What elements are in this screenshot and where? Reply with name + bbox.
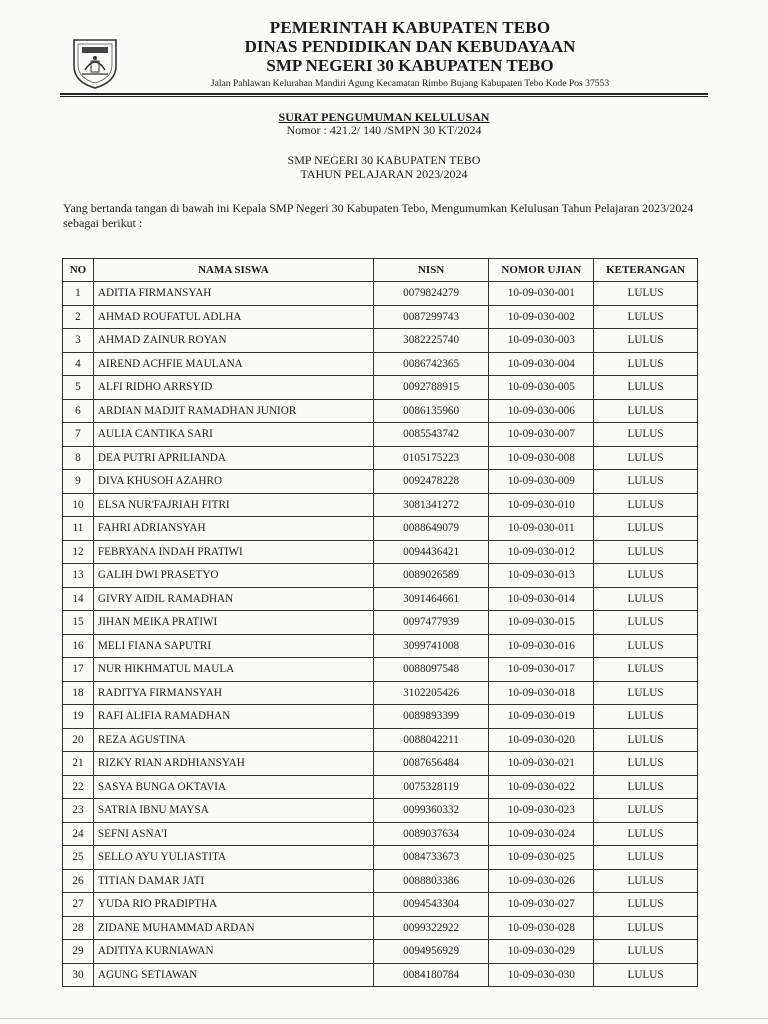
table-row xyxy=(63,634,698,658)
exam-number: 10-09-030-022 xyxy=(489,775,594,799)
exam-number: 10-09-030-014 xyxy=(489,587,594,611)
row-number: 29 xyxy=(63,940,94,964)
student-name: AHMAD ROUFATUL ADLHA xyxy=(93,305,373,329)
table-row xyxy=(63,376,698,400)
student-name: ZIDANE MUHAMMAD ARDAN xyxy=(93,916,373,940)
row-number: 28 xyxy=(63,916,94,940)
student-nisn: 0099322922 xyxy=(373,916,489,940)
exam-number: 10-09-030-018 xyxy=(489,681,594,705)
student-nisn: 0099360332 xyxy=(373,799,489,823)
table-row xyxy=(63,940,698,964)
page-bottom-edge xyxy=(0,1018,768,1019)
status: LULUS xyxy=(594,634,698,658)
exam-number: 10-09-030-017 xyxy=(489,658,594,682)
table-row xyxy=(63,963,698,987)
student-name: FEBRYANA INDAH PRATIWI xyxy=(93,540,373,564)
letter-academic-year: TAHUN PELAJARAN 2023/2024 xyxy=(300,167,468,181)
student-name: ADITIA FIRMANSYAH xyxy=(93,282,373,306)
table-row xyxy=(63,493,698,517)
student-name: AULIA CANTIKA SARI xyxy=(93,423,373,447)
regency-crest-icon xyxy=(70,36,120,90)
row-number: 2 xyxy=(63,305,94,329)
student-nisn: 0088097548 xyxy=(373,658,489,682)
exam-number: 10-09-030-002 xyxy=(489,305,594,329)
status: LULUS xyxy=(594,399,698,423)
student-nisn: 0084733673 xyxy=(373,846,489,870)
student-nisn: 0085543742 xyxy=(373,423,489,447)
exam-number: 10-09-030-004 xyxy=(489,352,594,376)
header-remarks: KETERANGAN xyxy=(594,259,698,282)
letter-title: SURAT PENGUMUMAN KELULUSAN xyxy=(278,110,490,124)
exam-number: 10-09-030-010 xyxy=(489,493,594,517)
student-name: DEA PUTRI APRILIANDA xyxy=(93,446,373,470)
table-row xyxy=(63,822,698,846)
student-name: ADITIYA KURNIAWAN xyxy=(93,940,373,964)
table-row xyxy=(63,399,698,423)
student-name: SASYA BUNGA OKTAVIA xyxy=(93,775,373,799)
header-divider-thin xyxy=(60,96,708,97)
status: LULUS xyxy=(594,423,698,447)
exam-number: 10-09-030-020 xyxy=(489,728,594,752)
letterhead-department: DINAS PENDIDIKAN DAN KEBUDAYAAN xyxy=(244,37,576,56)
student-nisn: 0088042211 xyxy=(373,728,489,752)
table-row xyxy=(63,799,698,823)
letter-school: SMP NEGERI 30 KABUPATEN TEBO xyxy=(287,153,481,167)
graduation-table xyxy=(62,258,698,987)
student-nisn: 3099741008 xyxy=(373,634,489,658)
exam-number: 10-09-030-021 xyxy=(489,752,594,776)
student-name: GIVRY AIDIL RAMADHAN xyxy=(93,587,373,611)
status: LULUS xyxy=(594,470,698,494)
student-nisn: 0094436421 xyxy=(373,540,489,564)
student-nisn: 0089037634 xyxy=(373,822,489,846)
status: LULUS xyxy=(594,376,698,400)
exam-number: 10-09-030-026 xyxy=(489,869,594,893)
exam-number: 10-09-030-011 xyxy=(489,517,594,541)
status: LULUS xyxy=(594,752,698,776)
status: LULUS xyxy=(594,587,698,611)
row-number: 6 xyxy=(63,399,94,423)
row-number: 13 xyxy=(63,564,94,588)
student-name: ALFI RIDHO ARRSYID xyxy=(93,376,373,400)
student-nisn: 3102205426 xyxy=(373,681,489,705)
student-nisn: 0087299743 xyxy=(373,305,489,329)
student-name: FAHRI ADRIANSYAH xyxy=(93,517,373,541)
status: LULUS xyxy=(594,611,698,635)
status: LULUS xyxy=(594,446,698,470)
row-number: 30 xyxy=(63,963,94,987)
status: LULUS xyxy=(594,493,698,517)
status: LULUS xyxy=(594,658,698,682)
status: LULUS xyxy=(594,940,698,964)
student-name: SEFNI ASNA'I xyxy=(93,822,373,846)
exam-number: 10-09-030-015 xyxy=(489,611,594,635)
student-nisn: 0079824279 xyxy=(373,282,489,306)
table-header-row xyxy=(63,259,698,282)
letterhead-school: SMP NEGERI 30 KABUPATEN TEBO xyxy=(266,56,554,75)
status: LULUS xyxy=(594,282,698,306)
table-row xyxy=(63,775,698,799)
student-name: NUR HIKHMATUL MAULA xyxy=(93,658,373,682)
status: LULUS xyxy=(594,728,698,752)
student-name: AIREND ACHFIE MAULANA xyxy=(93,352,373,376)
student-name: DIVA KHUSOH AZAHRO xyxy=(93,470,373,494)
status: LULUS xyxy=(594,681,698,705)
status: LULUS xyxy=(594,869,698,893)
student-nisn: 0084180784 xyxy=(373,963,489,987)
row-number: 15 xyxy=(63,611,94,635)
table-row xyxy=(63,752,698,776)
row-number: 26 xyxy=(63,869,94,893)
exam-number: 10-09-030-023 xyxy=(489,799,594,823)
exam-number: 10-09-030-016 xyxy=(489,634,594,658)
student-name: REZA AGUSTINA xyxy=(93,728,373,752)
table-row xyxy=(63,540,698,564)
exam-number: 10-09-030-005 xyxy=(489,376,594,400)
student-nisn: 0088803386 xyxy=(373,869,489,893)
table-row xyxy=(63,869,698,893)
table-row xyxy=(63,658,698,682)
letter-number: Nomor : 421.2/ 140 /SMPN 30 KT/2024 xyxy=(286,123,482,137)
table-row xyxy=(63,705,698,729)
exam-number: 10-09-030-019 xyxy=(489,705,594,729)
exam-number: 10-09-030-003 xyxy=(489,329,594,353)
row-number: 4 xyxy=(63,352,94,376)
exam-number: 10-09-030-001 xyxy=(489,282,594,306)
status: LULUS xyxy=(594,305,698,329)
status: LULUS xyxy=(594,352,698,376)
status: LULUS xyxy=(594,705,698,729)
student-nisn: 0087656484 xyxy=(373,752,489,776)
row-number: 14 xyxy=(63,587,94,611)
exam-number: 10-09-030-009 xyxy=(489,470,594,494)
table-row xyxy=(63,681,698,705)
student-name: ELSA NUR'FAJRIAH FITRI xyxy=(93,493,373,517)
student-name: ARDIAN MADJIT RAMADHAN JUNIOR xyxy=(93,399,373,423)
row-number: 12 xyxy=(63,540,94,564)
status: LULUS xyxy=(594,963,698,987)
row-number: 18 xyxy=(63,681,94,705)
student-name: SELLO AYU YULIASTITA xyxy=(93,846,373,870)
header-divider xyxy=(60,93,708,95)
exam-number: 10-09-030-013 xyxy=(489,564,594,588)
table-row xyxy=(63,305,698,329)
student-nisn: 0088649079 xyxy=(373,517,489,541)
table-row xyxy=(63,470,698,494)
row-number: 11 xyxy=(63,517,94,541)
status: LULUS xyxy=(594,564,698,588)
student-name: JIHAN MEIKA PRATIWI xyxy=(93,611,373,635)
status: LULUS xyxy=(594,846,698,870)
student-nisn: 0092478228 xyxy=(373,470,489,494)
row-number: 25 xyxy=(63,846,94,870)
student-nisn: 0105175223 xyxy=(373,446,489,470)
table-row xyxy=(63,728,698,752)
row-number: 19 xyxy=(63,705,94,729)
status: LULUS xyxy=(594,799,698,823)
table-row xyxy=(63,517,698,541)
row-number: 3 xyxy=(63,329,94,353)
table-row xyxy=(63,893,698,917)
table-row xyxy=(63,916,698,940)
status: LULUS xyxy=(594,775,698,799)
student-name: TITIAN DAMAR JATI xyxy=(93,869,373,893)
student-name: RAFI ALIFIA RAMADHAN xyxy=(93,705,373,729)
student-nisn: 0089893399 xyxy=(373,705,489,729)
row-number: 16 xyxy=(63,634,94,658)
exam-number: 10-09-030-006 xyxy=(489,399,594,423)
exam-number: 10-09-030-028 xyxy=(489,916,594,940)
status: LULUS xyxy=(594,329,698,353)
row-number: 23 xyxy=(63,799,94,823)
table-row xyxy=(63,587,698,611)
table-row xyxy=(63,446,698,470)
student-nisn: 0086742365 xyxy=(373,352,489,376)
student-nisn: 0092788915 xyxy=(373,376,489,400)
header-name: NAMA SISWA xyxy=(93,259,373,282)
student-name: GALIH DWI PRASETYO xyxy=(93,564,373,588)
student-name: AHMAD ZAINUR ROYAN xyxy=(93,329,373,353)
row-number: 10 xyxy=(63,493,94,517)
student-nisn: 0094543304 xyxy=(373,893,489,917)
table-row xyxy=(63,329,698,353)
letterhead-government: PEMERINTAH KABUPATEN TEBO xyxy=(269,18,551,37)
status: LULUS xyxy=(594,517,698,541)
student-nisn: 0075328119 xyxy=(373,775,489,799)
exam-number: 10-09-030-029 xyxy=(489,940,594,964)
exam-number: 10-09-030-008 xyxy=(489,446,594,470)
status: LULUS xyxy=(594,822,698,846)
row-number: 22 xyxy=(63,775,94,799)
table-row xyxy=(63,282,698,306)
header-exam-number: NOMOR UJIAN xyxy=(489,259,594,282)
header-no: NO xyxy=(63,259,94,282)
status: LULUS xyxy=(594,540,698,564)
status: LULUS xyxy=(594,893,698,917)
exam-number: 10-09-030-027 xyxy=(489,893,594,917)
student-name: RADITYA FIRMANSYAH xyxy=(93,681,373,705)
student-name: YUDA RIO PRADIPTHA xyxy=(93,893,373,917)
student-nisn: 3082225740 xyxy=(373,329,489,353)
student-name: MELI FIANA SAPUTRI xyxy=(93,634,373,658)
student-nisn: 3091464661 xyxy=(373,587,489,611)
table-row xyxy=(63,564,698,588)
row-number: 17 xyxy=(63,658,94,682)
exam-number: 10-09-030-030 xyxy=(489,963,594,987)
row-number: 24 xyxy=(63,822,94,846)
row-number: 8 xyxy=(63,446,94,470)
student-nisn: 0094956929 xyxy=(373,940,489,964)
student-name: AGUNG SETIAWAN xyxy=(93,963,373,987)
table-row xyxy=(63,352,698,376)
student-name: RIZKY RIAN ARDHIANSYAH xyxy=(93,752,373,776)
exam-number: 10-09-030-007 xyxy=(489,423,594,447)
table-row xyxy=(63,423,698,447)
row-number: 21 xyxy=(63,752,94,776)
table-row xyxy=(63,611,698,635)
exam-number: 10-09-030-012 xyxy=(489,540,594,564)
exam-number: 10-09-030-025 xyxy=(489,846,594,870)
row-number: 20 xyxy=(63,728,94,752)
row-number: 27 xyxy=(63,893,94,917)
student-nisn: 0089026589 xyxy=(373,564,489,588)
letterhead xyxy=(130,18,690,90)
row-number: 7 xyxy=(63,423,94,447)
exam-number: 10-09-030-024 xyxy=(489,822,594,846)
status: LULUS xyxy=(594,916,698,940)
letterhead-address: Jalan Pahlawan Kelurahan Mandiri Agung Kecamatan Rimbo Bujang Kabupaten Tebo Kode Pos 37553 xyxy=(210,78,610,89)
header-nisn: NISN xyxy=(373,259,489,282)
row-number: 5 xyxy=(63,376,94,400)
row-number: 1 xyxy=(63,282,94,306)
row-number: 9 xyxy=(63,470,94,494)
letter-intro: Yang bertanda tangan di bawah ini Kepala SMP Negeri 30 Kabupaten Tebo, Mengumumkan Kelulusan Tahun Pelajaran 2023/2024 sebagai berikut : xyxy=(63,201,694,230)
student-nisn: 3081341272 xyxy=(373,493,489,517)
student-nisn: 0097477939 xyxy=(373,611,489,635)
student-name: SATRIA IBNU MAYSA xyxy=(93,799,373,823)
table-row xyxy=(63,846,698,870)
student-nisn: 0086135960 xyxy=(373,399,489,423)
